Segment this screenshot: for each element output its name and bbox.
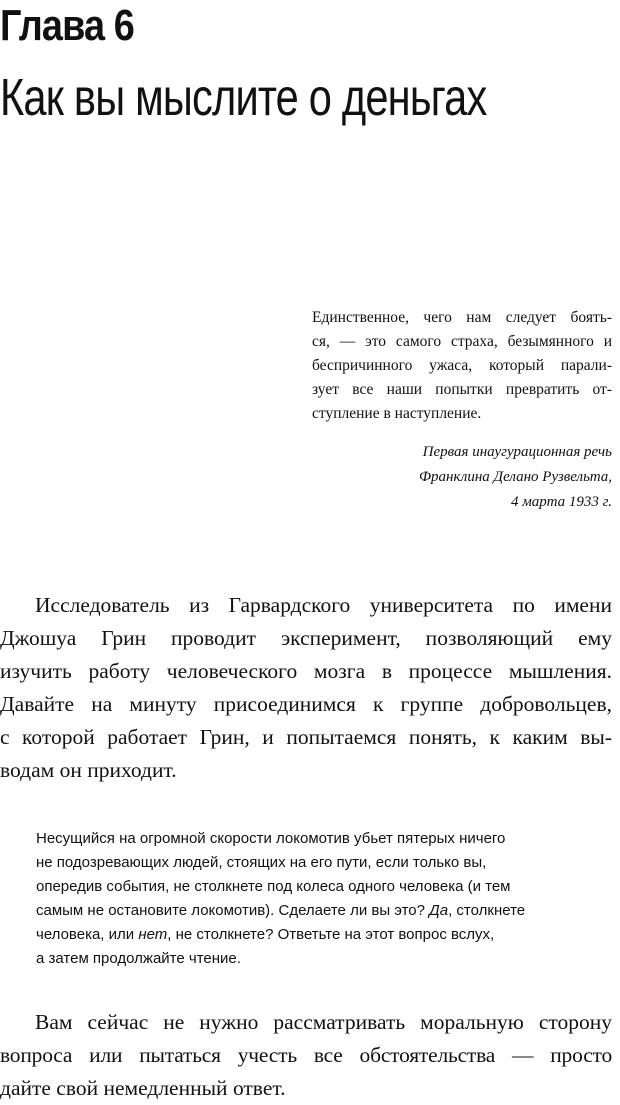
- exercise-line: а затем продолжайте чтение.: [36, 950, 241, 967]
- epigraph-line: беспричинного ужаса, который парали-: [312, 357, 612, 374]
- epigraph-quote: [312, 306, 612, 426]
- exercise-line: [36, 923, 614, 947]
- exercise-line: опередив события, не столкнете под колеса одного человека (и тем: [36, 878, 511, 895]
- paragraph-line: Исследователь из Гарвардского университета по имени: [35, 593, 612, 617]
- exercise-block: [36, 827, 614, 971]
- paragraph-line: Давайте на минуту присоединимся к группе добровольцев,: [0, 692, 612, 716]
- attribution-line: Первая инаугурационная речь: [422, 444, 612, 460]
- exercise-text: человека, или: [36, 926, 135, 943]
- paragraph-line: изучить работу человеческого мозга в процессе мышления.: [0, 659, 612, 683]
- exercise-line: не подозревающих людей, стоящих на его пути, если только вы,: [36, 854, 487, 871]
- epigraph-attribution: [312, 440, 612, 515]
- epigraph-line: Единственное, чего нам следует боять-: [312, 309, 612, 326]
- exercise-line: [36, 899, 614, 923]
- paragraph-line: с которой работает Грин, и попытаемся понять, к каким вы-: [0, 725, 612, 749]
- answer-no: нет: [138, 926, 168, 943]
- attribution-line: Франклина Делано Рузвельта,: [418, 469, 612, 485]
- epigraph-line: ся, — это самого страха, безымянного и: [312, 333, 612, 350]
- epigraph-line: ступление в наступление.: [312, 405, 482, 422]
- paragraph-line: Вам сейчас не нужно рассматривать моральную сторону: [35, 1010, 612, 1034]
- exercise-line: Несущийся на огромной скорости локомотив убьет пятерых ничего: [36, 830, 506, 847]
- answer-yes: Да: [429, 902, 449, 919]
- paragraph-line: вопроса или пытаться учесть все обстоятельства — просто: [0, 1043, 612, 1067]
- body-paragraph-2: [0, 1006, 612, 1105]
- chapter-title: Как вы мыслите о деньгах: [0, 69, 487, 127]
- body-paragraph-1: [0, 589, 612, 787]
- paragraph-line: дайте свой немедленный ответ.: [0, 1076, 286, 1100]
- exercise-text: самым не остановите локомотив). Сделаете ли вы это?: [36, 902, 425, 919]
- epigraph-line: зует все наши попытки превратить от-: [312, 381, 612, 398]
- chapter-number: Глава 6: [0, 1, 134, 50]
- exercise-text: , столкнете: [448, 902, 526, 919]
- exercise-text: , не столкнете? Ответьте на этот вопрос вслух,: [167, 926, 495, 943]
- paragraph-line: Джошуа Грин проводит эксперимент, позволяющий ему: [0, 626, 612, 650]
- attribution-line: 4 марта 1933 г.: [510, 494, 612, 510]
- paragraph-line: водам он приходит.: [0, 758, 177, 782]
